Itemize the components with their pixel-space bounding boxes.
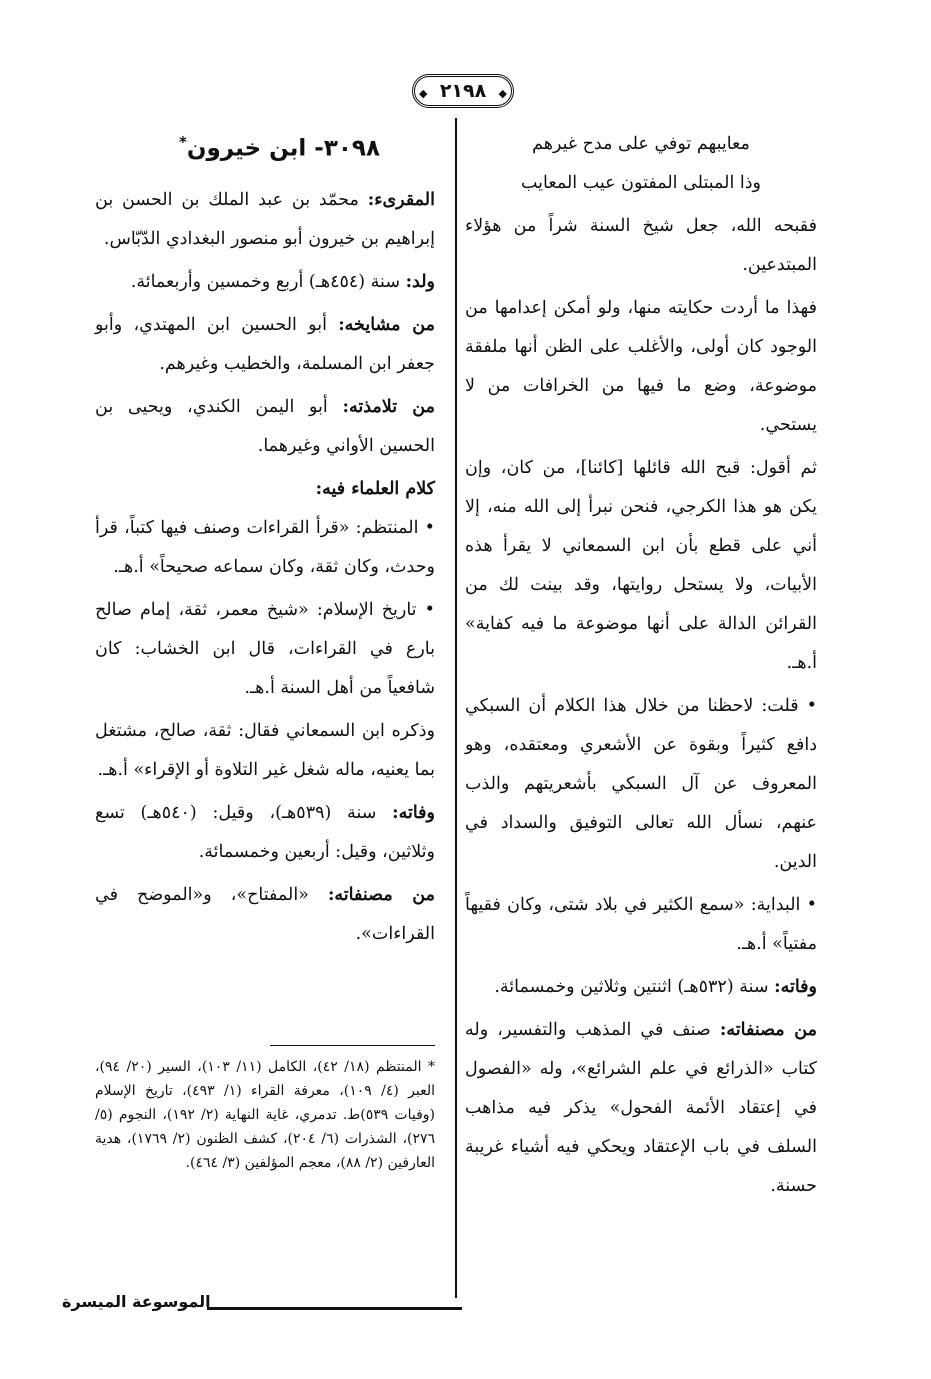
- left-column: [95, 120, 435, 954]
- field-text: «المفتاح»، و«الموضح في القراءات».: [95, 884, 435, 944]
- ornament-dot-left: ◆: [419, 87, 428, 100]
- works-entry: [95, 876, 435, 954]
- verse-line-1: معايبهم توفي على مدح غيرهم: [532, 134, 750, 154]
- field-text: أبو اليمن الكندي، ويحيى بن الحسين الأواني وغيرهما.: [95, 396, 435, 456]
- death-entry: [465, 968, 817, 1007]
- field-label: من مشايخه:: [338, 314, 435, 335]
- page-number-frame: [412, 74, 514, 108]
- page-number: ٢١٩٨: [439, 80, 487, 102]
- footnote-rule: [270, 1045, 435, 1046]
- footnote-references: * المنتظم (١٨/ ٤٢)، الكامل (١١/ ١٠٣)، السير (٢٠/ ٩٤)، العبر (٤/ ١٠٩)، معرفة القراء (١/ ٤٩٣)، تاريخ الإسلام (وفيات ٥٣٩)ط. تدمري، غاية النهاية (٢/ ١٩٢)، النجوم (٥/ ٢٧٦)، الشذرات (٦/ ٢٠٤)، كشف الظنون (٢/ ١٧٦٩)، هدية العارفين (٢/ ٨٨)، معجم المؤلفين (٣/ ٤٦٤).: [95, 1059, 435, 1171]
- field-label: من تلامذته:: [342, 396, 435, 417]
- death-entry: [95, 794, 435, 872]
- students-entry: [95, 388, 435, 466]
- paragraph: فهذا ما أردت حكايته منها، ولو أمكن إعدامها من الوجود كان أولى، والأغلب على الظن أنها ملفقة موضوعة، وضع ما فيها من الخرافات من لا يستحي.: [465, 298, 817, 435]
- verse-line-2: وذا المبتلى المفتون عيب المعايب: [521, 173, 761, 193]
- paragraph: ثم أقول: قبح الله قائلها [كائنا]، من كان، وإن يكن هو هذا الكرجي، فنحن نبرأ إلى الله منه، إلا أني على قطع بأن ابن السمعاني لا يقرأ هذه الأبيات، ولا يستحل روايتها، وقد بينت لك من القرائن الدالة على أنها موضوعة ما فيه كفاية» أ.هـ.: [465, 458, 817, 673]
- section-heading: كلام العلماء فيه:: [315, 478, 435, 499]
- paragraph: فقبحه الله، جعل شيخ السنة شراً من هؤلاء المبتدعين.: [465, 216, 817, 275]
- footer-label: الموسوعة الميسرة: [62, 1292, 211, 1311]
- paragraph: • البداية: «سمع الكثير في بلاد شتى، وكان فقيهاً مفتياً» أ.هـ.: [465, 895, 817, 954]
- footer-rule: [207, 1307, 462, 1310]
- field-text: صنف في المذهب والتفسير، وله كتاب «الذرائع في علم الشرائع»، وله «الفصول في إعتقاد الأئمة الفحول» يذكر فيه مذاهب السلف في باب الإعتقاد ويحكي فيه أشياء غريبة حسنة.: [465, 1020, 817, 1196]
- footnote-mark: *: [179, 133, 187, 151]
- paragraph: • قلت: لاحظنا من خلال هذا الكلام أن السبكي دافع كثيراً وبقوة عن الأشعري ومعتقده، وهو المعروف عن آل السبكي بأشعريتهم والذب عنهم، نسأل الله تعالى التوفيق والسداد في الدين.: [465, 696, 817, 872]
- paragraph: • المنتظم: «قرأ القراءات وصنف فيها كتباً، قرأ وحدث، وكان ثقة، وكان سماعه صحيحاً» أ.هـ.: [95, 517, 435, 577]
- field-text: سنة (٤٥٤هـ) أربع وخمسين وأربعمائة.: [130, 271, 400, 292]
- field-text: محمّد بن عبد الملك بن الحسن بن إبراهيم بن خيرون أبو منصور البغدادي الدّبّاس.: [95, 189, 435, 249]
- page-footer: [62, 1292, 462, 1320]
- paragraph: • تاريخ الإسلام: «شيخ معمر، ثقة، إمام صالح بارع في القراءات، قال ابن الخشاب: كان شافعياً من أهل السنة أ.هـ.: [95, 599, 435, 698]
- field-label: من مصنفاته:: [327, 884, 435, 905]
- ornament-dot-right: ◆: [498, 87, 507, 100]
- right-column: [465, 125, 817, 1206]
- teachers-entry: [95, 306, 435, 384]
- field-text: سنة (٥٣٢هـ) اثنتين وثلاثين وخمسمائة.: [494, 977, 769, 997]
- field-text: سنة (٥٣٩هـ)، وقيل: (٥٤٠هـ) تسع وثلاثين، وقيل: أربعين وخمسمائة.: [95, 802, 435, 862]
- birth-entry: [95, 263, 435, 302]
- field-text: أبو الحسين ابن المهتدي، وأبو جعفر ابن المسلمة، والخطيب وغيرهم.: [95, 314, 435, 374]
- works-entry: [465, 1011, 817, 1206]
- paragraph: وذكره ابن السمعاني فقال: ثقة، صالح، مشتغل بما يعنيه، ماله شغل غير التلاوة أو الإقراء» أ.هـ.: [95, 720, 435, 780]
- column-divider: [455, 118, 457, 1298]
- field-label: وفاته:: [774, 977, 817, 997]
- field-label: وفاته:: [392, 802, 435, 823]
- field-label: من مصنفاته:: [719, 1020, 818, 1040]
- field-label: المقرىء:: [367, 189, 435, 210]
- entry-title: ٣٠٩٨- ابن خيرون*: [179, 133, 380, 162]
- reciter-entry: [95, 181, 435, 259]
- field-label: ولد:: [405, 271, 435, 292]
